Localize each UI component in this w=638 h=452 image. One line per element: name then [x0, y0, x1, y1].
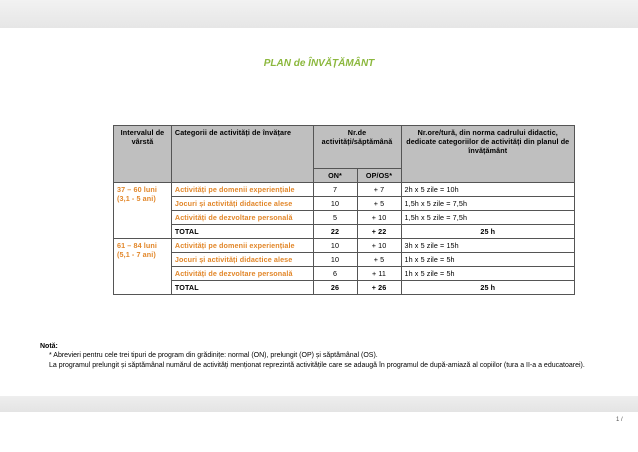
total-op: + 22 [357, 225, 401, 239]
hours-cell: 1h x 5 zile = 5h [401, 267, 575, 281]
footer-bar [0, 396, 638, 412]
op-cell: + 7 [357, 183, 401, 197]
on-cell: 10 [313, 253, 357, 267]
on-cell: 6 [313, 267, 357, 281]
hours-cell: 3h x 5 zile = 15h [401, 239, 575, 253]
total-row [114, 281, 575, 295]
note-line-program: La programul prelungit și săptămânal numărul de activități menționat reprezintă activitățile care se adaugă în programul de după-amiază al copiilor (tura a II-a a educatoarei). [49, 361, 585, 369]
category-cell: Jocuri și activități didactice alese [171, 253, 313, 267]
category-cell: Activități pe domenii experiențiale [171, 239, 313, 253]
table-row [114, 183, 575, 197]
table-row [114, 267, 575, 281]
hours-cell: 1,5h x 5 zile = 7,5h [401, 211, 575, 225]
op-cell: + 10 [357, 239, 401, 253]
header-interval: Intervalul de vârstă [114, 126, 172, 183]
page-title: PLAN de ÎNVĂȚĂMÂNT [263, 58, 375, 69]
header-on: ON* [313, 169, 357, 183]
note-block [40, 342, 629, 370]
category-cell: Activități de dezvoltare personală [171, 211, 313, 225]
op-cell: + 5 [357, 253, 401, 267]
header-categories: Categorii de activități de învățare [171, 126, 313, 183]
category-cell: Jocuri și activități didactice alese [171, 197, 313, 211]
category-cell: Activități pe domenii experiențiale [171, 183, 313, 197]
table-row [114, 239, 575, 253]
hours-cell: 2h x 5 zile = 10h [401, 183, 575, 197]
table-row [114, 211, 575, 225]
on-cell: 10 [313, 239, 357, 253]
table-header-row [114, 126, 575, 169]
table-row [114, 197, 575, 211]
note-label: Notă: [40, 343, 58, 350]
hours-cell: 1h x 5 zile = 5h [401, 253, 575, 267]
op-cell: + 10 [357, 211, 401, 225]
on-cell: 5 [313, 211, 357, 225]
hours-cell: 1,5h x 5 zile = 7,5h [401, 197, 575, 211]
category-cell: Activități de dezvoltare personală [171, 267, 313, 281]
total-label: TOTAL [171, 225, 313, 239]
header-norm: Nr.ore/tură, din norma cadrului didactic, dedicate categoriilor de activități din planul de învățământ [401, 126, 575, 183]
op-cell: + 5 [357, 197, 401, 211]
total-hours: 25 h [401, 281, 575, 295]
op-cell: + 11 [357, 267, 401, 281]
total-label: TOTAL [171, 281, 313, 295]
header-opos: OP/OS* [357, 169, 401, 183]
curriculum-table [113, 125, 575, 295]
total-on: 22 [313, 225, 357, 239]
age-interval-cell: 37 – 60 luni (3,1 - 5 ani) [114, 183, 172, 239]
total-on: 26 [313, 281, 357, 295]
header-count: Nr.de activități/săptămână [313, 126, 401, 169]
age-interval-cell: 61 – 84 luni (5,1 - 7 ani) [114, 239, 172, 295]
header-bar [0, 0, 638, 28]
total-hours: 25 h [401, 225, 575, 239]
total-op: + 26 [357, 281, 401, 295]
on-cell: 10 [313, 197, 357, 211]
on-cell: 7 [313, 183, 357, 197]
page-number: 1 / [616, 417, 623, 423]
note-line-abbreviations: * Abrevieri pentru cele trei tipuri de program din grădinițe: normal (ON), prelungit (OP) și săptămânal (OS). [49, 352, 378, 360]
table-row [114, 253, 575, 267]
total-row [114, 225, 575, 239]
